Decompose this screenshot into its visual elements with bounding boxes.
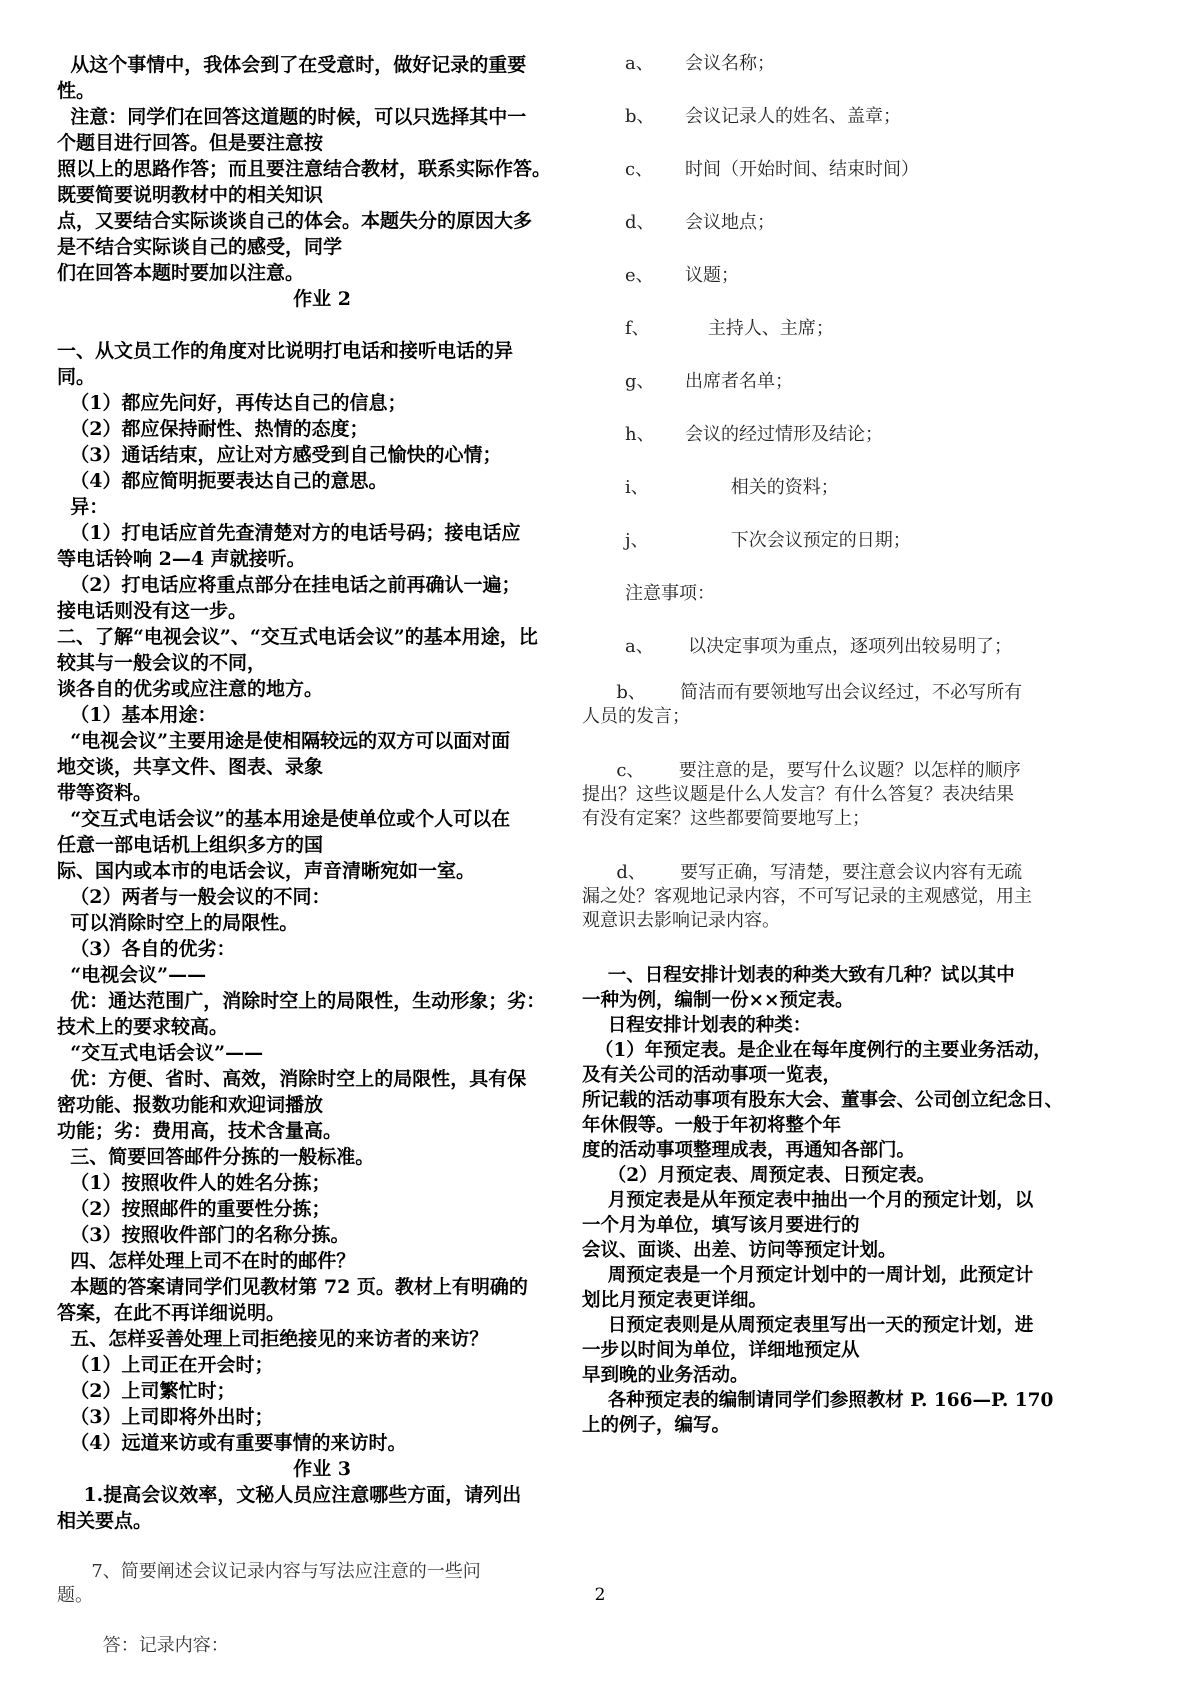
text-line: 一个月为单位，填写该月要进行的 [582, 1215, 860, 1236]
text-line: （2）都应保持耐性、热情的态度； [57, 418, 369, 440]
text-line: 任意一部电话机上组织多方的国 [57, 834, 324, 856]
record-item [625, 370, 1150, 423]
text-line: “电视会议”—— [57, 964, 207, 986]
text-line: （3）通话结束，应让对方感受到自己愉快的心情； [57, 444, 502, 466]
text-line: 1.提高会议效率，文秘人员应注意哪些方面，请列出 [57, 1484, 522, 1506]
text-line: 三、简要回答邮件分拣的一般标准。 [57, 1146, 375, 1168]
text-line: 答案，在此不再详细说明。 [57, 1302, 286, 1324]
text-line: “电视会议”主要用途是使相隔较远的双方可以面对面 [57, 730, 511, 752]
text-line: 个题目进行回答。但是要注意按 [57, 132, 324, 154]
item-marker: f、 [625, 318, 650, 339]
question-efficiency [57, 1482, 587, 1534]
item-text: 会议的经过情形及结论； [685, 424, 883, 445]
record-item [625, 52, 1150, 105]
text-line: （1）基本用途： [57, 704, 217, 726]
text-line: 从这个事情中，我体会到了在受意时，做好记录的重要 [57, 54, 527, 76]
item-marker: c、 [625, 159, 654, 180]
text-line: 谈各自的优劣或应注意的地方。 [57, 678, 324, 700]
text-line: （1）都应先问好，再传达自己的信息； [57, 392, 407, 414]
text-line: （2）上司繁忙时； [57, 1380, 236, 1402]
schedule-section [582, 963, 1150, 1438]
page-number: 2 [594, 1585, 606, 1605]
text-line: 及有关公司的活动事项一览表， [582, 1065, 842, 1086]
item-text: 议题； [685, 265, 739, 286]
text-line: 等电话铃响 2—4 声就接听。 [57, 548, 306, 570]
item-marker: e、 [625, 265, 654, 286]
text-line: 相关要点。 [57, 1510, 153, 1532]
text-line: 地交谈，共享文件、图表、录象 [57, 756, 324, 778]
notes-title: 注意事项： [625, 583, 715, 604]
text-line: 会议、面谈、出差、访问等预定计划。 [582, 1240, 897, 1261]
text-line: 题。 [57, 1585, 93, 1606]
text-line: 7、简要阐述会议记录内容与写法应注意的一些问 [57, 1561, 481, 1582]
text-line: 同。 [57, 366, 96, 388]
record-item [625, 423, 1150, 476]
text-line: 带等资料。 [57, 782, 153, 804]
text-line: 划比月预定表更详细。 [582, 1290, 768, 1311]
text-line: （3）各自的优劣： [57, 938, 236, 960]
text-line: 各种预定表的编制请同学们参照教材 P. 166—P. 170 [582, 1390, 1054, 1411]
record-item [625, 158, 1150, 211]
text-line: 功能；劣：费用高，技术含量高。 [57, 1120, 343, 1142]
text-line: （1）上司正在开会时； [57, 1354, 274, 1376]
text-line: （1）年预定表。是企业在每年度例行的主要业务活动， [582, 1040, 1052, 1061]
item-text: 主持人、主席； [685, 318, 834, 339]
answer-label: 答：记录内容： [57, 1635, 229, 1656]
item-text: 下次会议预定的日期； [685, 530, 911, 551]
item-marker: d、 [625, 212, 655, 233]
text-line: 早到晚的业务活动。 [582, 1365, 749, 1386]
text-line: （2）月预定表、周预定表、日预定表。 [582, 1165, 936, 1186]
right-column [582, 52, 1150, 1438]
text-line: 点，又要结合实际谈谈自己的体会。本题失分的原因大多 [57, 210, 533, 232]
notes-list [582, 635, 1150, 933]
text-line: “交互式电话会议”—— [57, 1042, 264, 1064]
text-line: 二、了解“电视会议”、“交互式电话会议”的基本用途，比 [57, 626, 538, 648]
item-marker: g、 [625, 371, 655, 392]
item-marker: a、 [625, 53, 654, 74]
text-line: 们在回答本题时要加以注意。 [57, 262, 305, 284]
text-line: 一、日程安排计划表的种类大致有几种？试以其中 [582, 965, 1015, 986]
item-text: 出席者名单； [685, 371, 793, 392]
text-line: 五、怎样妥善处理上司拒绝接见的来访者的来访？ [57, 1328, 489, 1350]
text-line: a、 以决定事项为重点，逐项列出较易明了； [625, 636, 1013, 657]
homework-2-body [57, 338, 587, 1456]
note-item [582, 759, 1150, 831]
text-line: 四、怎样处理上司不在时的邮件？ [57, 1250, 356, 1272]
text-line: 技术上的要求较高。 [57, 1016, 229, 1038]
record-item [625, 105, 1150, 158]
homework-3-title: 作业 3 [293, 1458, 351, 1480]
item-text: 会议地点； [685, 212, 775, 233]
text-line: 周预定表是一个月预定计划中的一周计划，此预定计 [582, 1265, 1034, 1286]
record-item [625, 529, 1150, 582]
text-line: 可以消除时空上的局限性。 [57, 912, 299, 934]
text-line: 度的活动事项整理成表，再通知各部门。 [582, 1140, 916, 1161]
text-line: 一步以时间为单位，详细地预定从 [582, 1340, 860, 1361]
text-line: （4）远道来访或有重要事情的来访时。 [57, 1432, 407, 1454]
text-line: 际、国内或本市的电话会议，声音清晰宛如一室。 [57, 860, 476, 882]
text-line: （3）上司即将外出时； [57, 1406, 274, 1428]
text-line: 有没有定案？这些都要简要地写上； [582, 808, 870, 829]
item-marker: i、 [625, 477, 649, 498]
text-line: 本题的答案请同学们见教材第 72 页。教材上有明确的 [57, 1276, 528, 1298]
text-line: 是不结合实际谈自己的感受，同学 [57, 236, 343, 258]
left-column [57, 52, 587, 1658]
text-line: 年休假等。一般于年初将整个年 [582, 1115, 842, 1136]
text-line: 一种为例，编制一份××预定表。 [582, 990, 854, 1011]
text-line: （3）按照收件部门的名称分拣。 [57, 1224, 350, 1246]
item-text: 时间（开始时间、结束时间） [685, 159, 919, 180]
record-content-list [625, 52, 1150, 582]
intro-paragraph [57, 52, 587, 286]
text-line: 密功能、报数功能和欢迎词播放 [57, 1094, 324, 1116]
text-line: 既要简要说明教材中的相关知识 [57, 184, 324, 206]
text-line: 漏之处？客观地记录内容，不可写记录的主观感觉，用主 [582, 886, 1032, 907]
text-line: c、 要注意的是，要写什么议题？以怎样的顺序 [582, 760, 1021, 781]
text-line: 月预定表是从年预定表中抽出一个月的预定计划，以 [582, 1190, 1034, 1211]
item-text: 会议记录人的姓名、盖章； [685, 106, 901, 127]
text-line: 观意识去影响记录内容。 [582, 910, 780, 931]
item-marker: j、 [625, 530, 649, 551]
homework-2-title: 作业 2 [293, 288, 351, 310]
text-line: 优：方便、省时、高效，消除时空上的局限性，具有保 [57, 1068, 527, 1090]
note-item [625, 635, 1150, 659]
text-line: 照以上的思路作答；而且要注意结合教材，联系实际作答。 [57, 158, 552, 180]
record-item [625, 317, 1150, 370]
text-line: 一、从文员工作的角度对比说明打电话和接听电话的异 [57, 340, 514, 362]
text-line: 接电话则没有这一步。 [57, 600, 248, 622]
text-line: （4）都应简明扼要表达自己的意思。 [57, 470, 388, 492]
text-line: （1）按照收件人的姓名分拣； [57, 1172, 331, 1194]
text-line: 日程安排计划表的种类： [582, 1015, 812, 1036]
text-line: 人员的发言； [582, 706, 690, 727]
text-line: （2）按照邮件的重要性分拣； [57, 1198, 331, 1220]
item-text: 会议名称； [685, 53, 775, 74]
text-line: （1）打电话应首先查清楚对方的电话号码；接电话应 [57, 522, 521, 544]
text-line: （2）打电话应将重点部分在挂电话之前再确认一遍； [57, 574, 521, 596]
record-item [625, 211, 1150, 264]
text-line: 异： [57, 496, 109, 518]
text-line: d、 要写正确，写清楚，要注意会议内容有无疏 [582, 862, 1023, 883]
text-line: （2）两者与一般会议的不同： [57, 886, 331, 908]
item-marker: h、 [625, 424, 655, 445]
item-text: 相关的资料； [685, 477, 839, 498]
text-line: 注意：同学们在回答这道题的时候，可以只选择其中一 [57, 106, 527, 128]
text-line: 优：通达范围广，消除时空上的局限性，生动形象；劣： [57, 990, 546, 1012]
text-line: “交互式电话会议”的基本用途是使单位或个人可以在 [57, 808, 511, 830]
text-line: 所记载的活动事项有股东大会、董事会、公司创立纪念日、 [582, 1090, 1064, 1111]
text-line: 性。 [57, 80, 96, 102]
text-line: b、 简洁而有要领地写出会议经过，不必写所有 [582, 682, 1023, 703]
item-marker: b、 [625, 106, 655, 127]
text-line: 提出？这些议题是什么人发言？有什么答复？表决结果 [582, 784, 1014, 805]
text-line: 较其与一般会议的不同， [57, 652, 267, 674]
text-line: 日预定表则是从周预定表里写出一天的预定计划，进 [582, 1315, 1034, 1336]
text-line: 上的例子，编写。 [582, 1415, 731, 1436]
record-item [625, 476, 1150, 529]
note-item [582, 861, 1150, 933]
record-item [625, 264, 1150, 317]
note-item [582, 681, 1150, 729]
